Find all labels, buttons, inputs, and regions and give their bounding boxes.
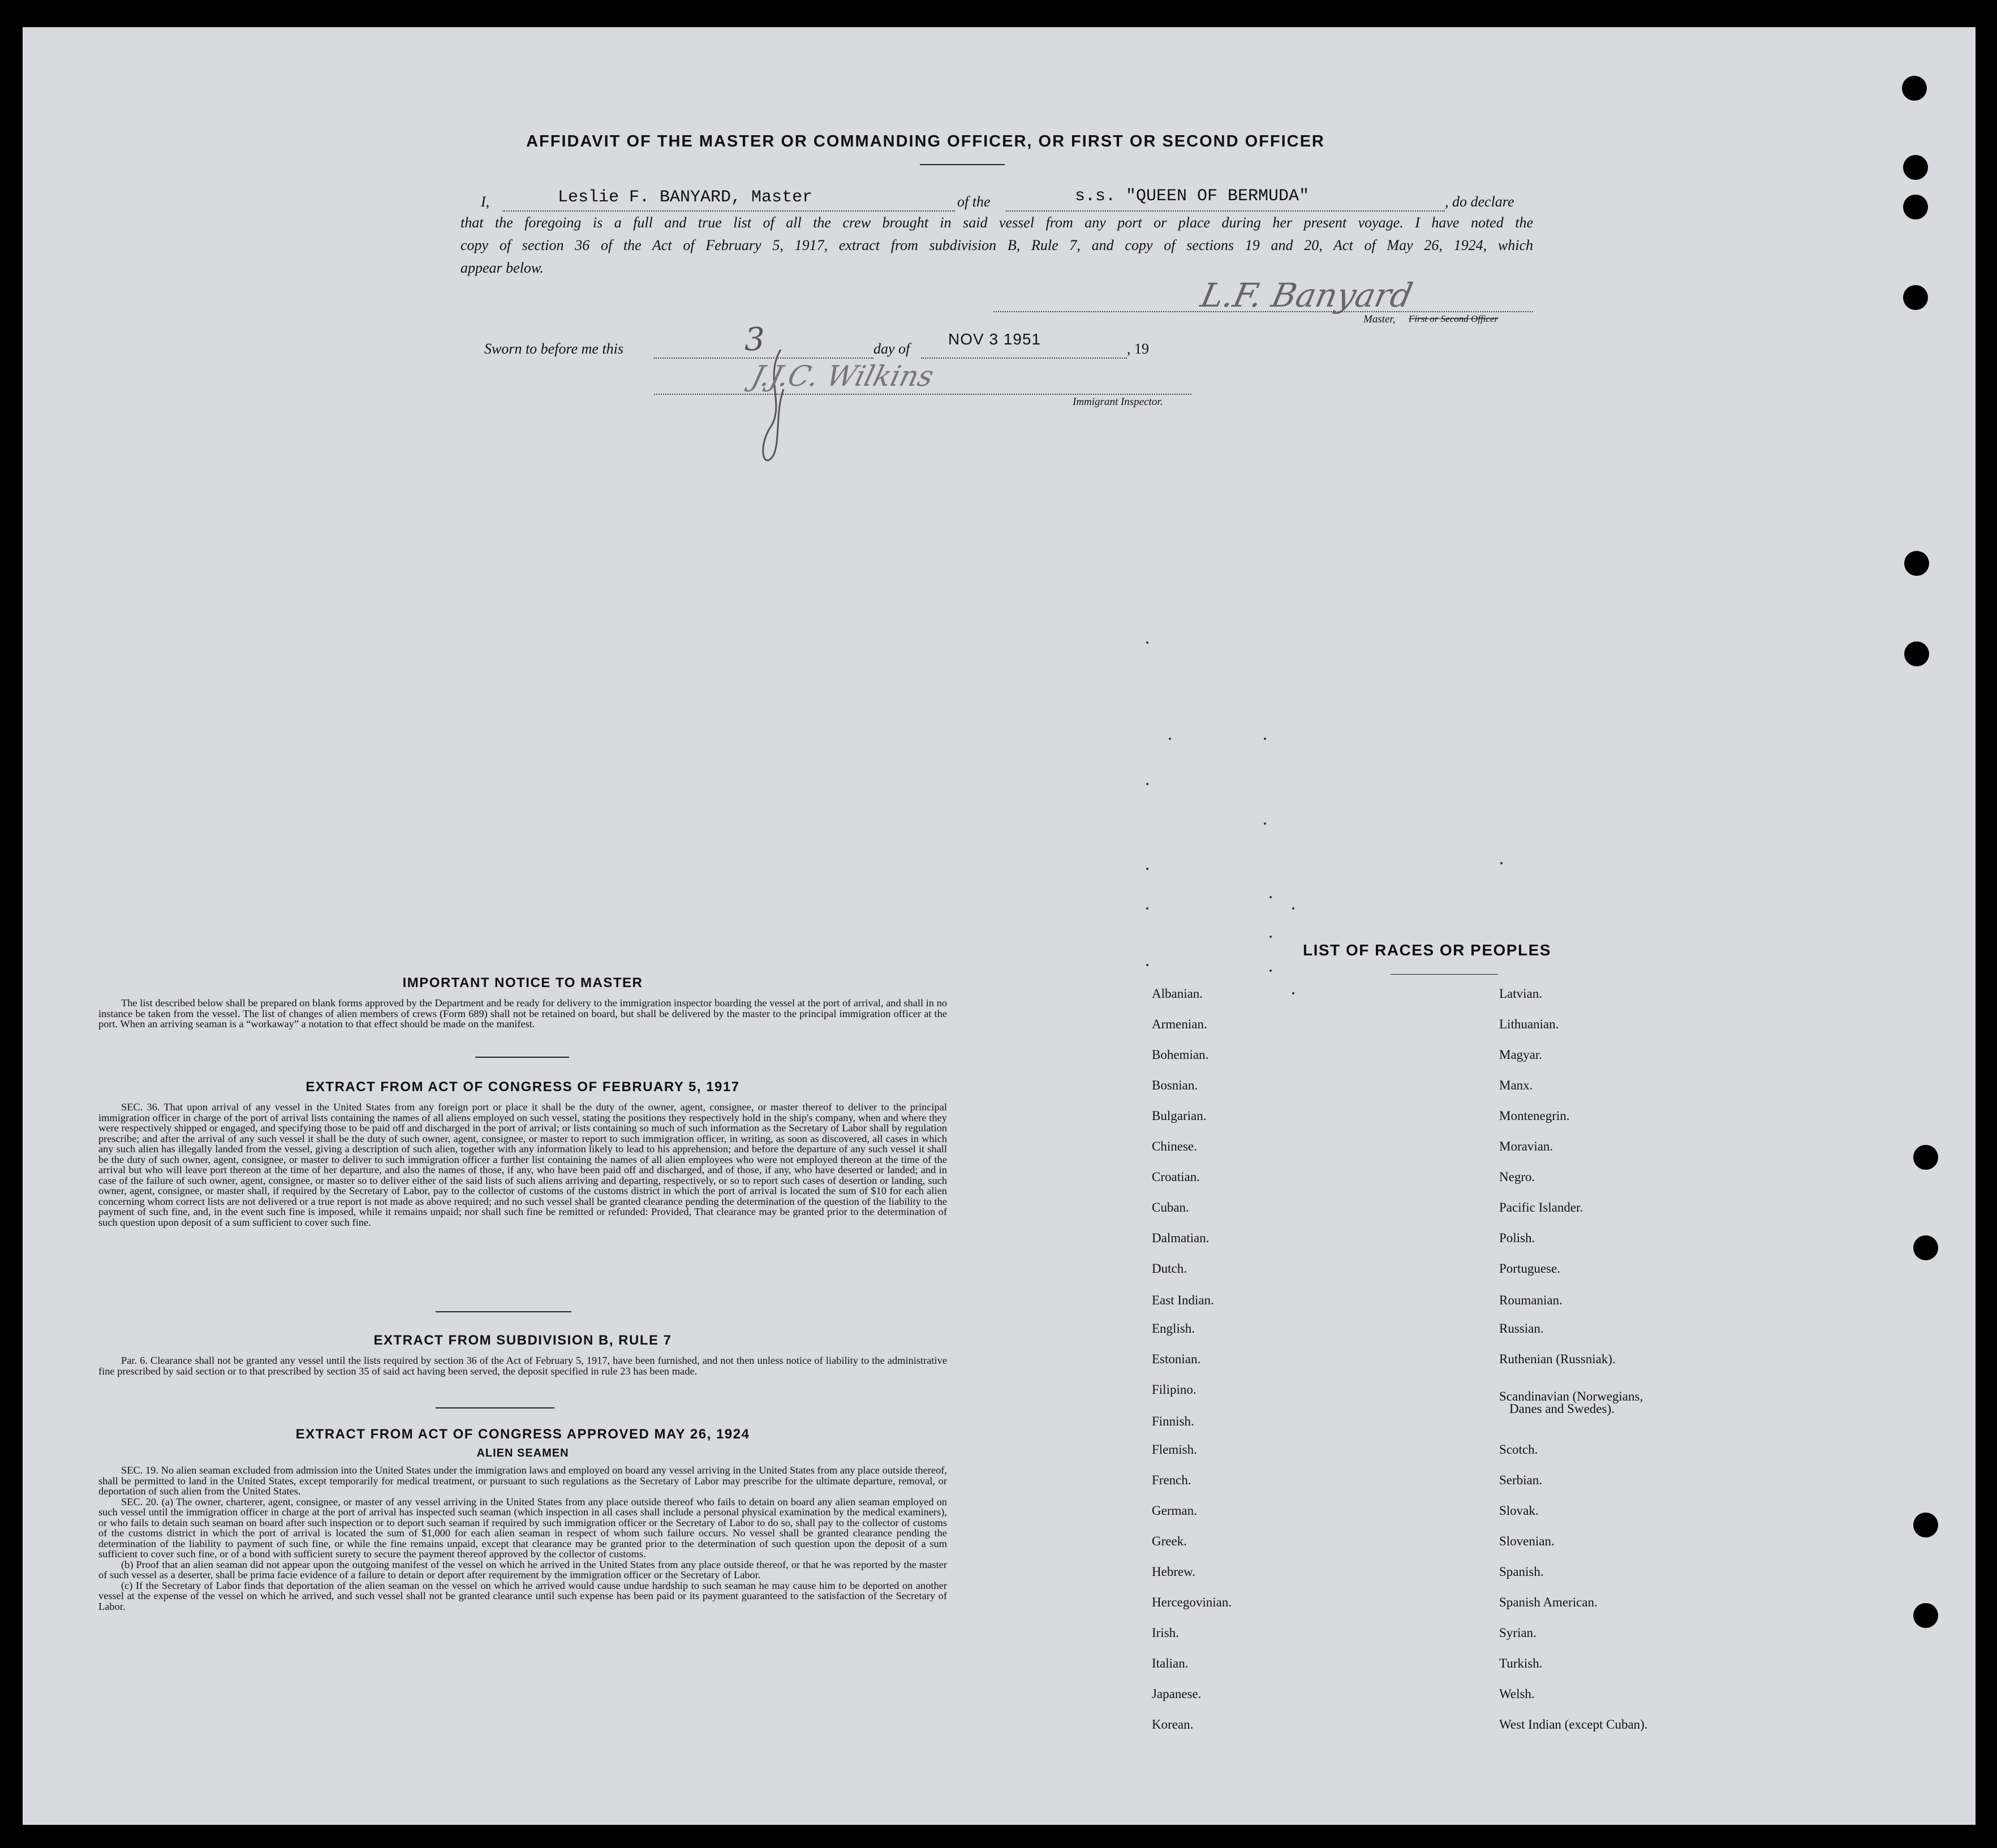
extract2-paragraph: Par. 6. Clearance shall not be granted any vessel until the lists required by section 36 of the Act of February 5, 1917, have been furnished, and not then unless notice of liability to the administrative fine prescribed by said section or to that prescribed by section 35 of said act having been served, the deposit specified in rule 23 has been made.	[98, 1355, 947, 1377]
affidavit-body-line-1: that the foregoing is a full and true list of all the crew brought in said vessel from any port or place during her present voyage. I have noted the	[460, 214, 1533, 231]
scan-speck	[1292, 907, 1294, 910]
race-item: Cuban.	[1152, 1200, 1189, 1214]
extract1-text	[98, 1102, 947, 1227]
extract3-sec20b: (b) Proof that an alien seaman did not appear upon the outgoing manifest of the vessel on which he arrived in the United States from any place outside thereof, or that he was reported by the master of such vessel as a deserter, shall be prima facie evidence of a failure to detain or deport after requirement by the immigration officer or the Secretary of Labor.	[98, 1558, 947, 1580]
important-notice-paragraph: The list described below shall be prepared on blank forms approved by the Department and be ready for delivery to the immigration inspector boarding the vessel at the port of arrival, and shall in no instance be taken from the vessel. The list of changes of alien members of crews (Form 689) shall not be retained on board, but shall be delivered by the master to the principal immigration officer at the port. When an arriving seaman is a “workaway” a notation to that effect should be made on the manifest.	[98, 997, 947, 1029]
punch-hole	[1913, 1603, 1938, 1628]
race-item: French.	[1152, 1473, 1191, 1487]
punch-hole	[1913, 1145, 1938, 1170]
race-item: Syrian.	[1499, 1626, 1537, 1640]
scan-speck	[1264, 738, 1266, 740]
master-signature-line	[993, 311, 1533, 312]
race-item: Welsh.	[1499, 1687, 1535, 1701]
scan-speck	[1146, 783, 1148, 785]
race-item: Turkish.	[1499, 1656, 1543, 1670]
races-title: LIST OF RACES OR PEOPLES	[1303, 941, 1551, 959]
scan-speck	[1264, 822, 1266, 825]
affidavit-do-declare: , do declare	[1445, 193, 1514, 210]
race-item: Serbian.	[1499, 1473, 1543, 1487]
race-item: Albanian.	[1152, 987, 1203, 1001]
affidavit-body-line-3: appear below.	[460, 260, 544, 276]
affidavit-title: AFFIDAVIT OF THE MASTER OR COMMANDING OFFICER, OR FIRST OR SECOND OFFICER	[526, 132, 1325, 150]
race-item: Japanese.	[1152, 1687, 1202, 1701]
race-item: Pacific Islander.	[1499, 1200, 1583, 1214]
scan-speck	[1146, 641, 1148, 644]
race-item: Polish.	[1499, 1231, 1535, 1245]
scan-speck	[1169, 738, 1171, 740]
race-item: Korean.	[1152, 1717, 1194, 1731]
punch-hole	[1913, 1235, 1938, 1260]
race-item: Lithuanian.	[1499, 1017, 1559, 1031]
sworn-prefix: Sworn to before me this	[484, 341, 624, 357]
extract3-sec20c: (c) If the Secretary of Labor finds that deportation of the alien seaman on the vessel on which he arrived would cause undue hardship to such seaman he may cause him to be deported on another vessel at the expense of the vessel on which he arrived, and such vessel shall not be granted clearance until such expense has been paid or its payment guaranteed to the satisfaction of the Secretary of Labor.	[98, 1579, 947, 1612]
extract1-title: EXTRACT FROM ACT OF CONGRESS OF FEBRUARY 5, 1917	[305, 1079, 740, 1095]
race-item: Hercegovinian.	[1152, 1595, 1232, 1609]
race-item: Russian.	[1499, 1321, 1544, 1336]
race-item: Dutch.	[1152, 1261, 1187, 1276]
extract3-text	[98, 1465, 947, 1612]
important-notice-title: IMPORTANT NOTICE TO MASTER	[402, 975, 643, 990]
affidavit-body-line-2: copy of section 36 of the Act of February 5, 1917, extract from subdivision B, Rule 7, and copy of sections 19 and 20, Act of May 26, 1924, which	[460, 237, 1533, 253]
extract2-text	[98, 1355, 947, 1376]
races-divider	[1391, 974, 1498, 975]
inspector-signature: J.J.C. Wilkins	[748, 360, 937, 393]
race-item: Italian.	[1152, 1656, 1189, 1670]
race-item: Latvian.	[1499, 987, 1542, 1001]
sworn-day-handwritten: 3	[744, 321, 765, 358]
punch-hole	[1913, 1513, 1938, 1537]
race-item: Bosnian.	[1152, 1078, 1198, 1092]
race-item: Slovenian.	[1499, 1534, 1555, 1548]
important-notice-text	[98, 998, 947, 1029]
race-item: Flemish.	[1152, 1442, 1197, 1457]
scan-speck	[1500, 862, 1503, 864]
race-item: Spanish American.	[1499, 1595, 1598, 1609]
inspector-line	[654, 394, 1191, 395]
race-item: Irish.	[1152, 1626, 1179, 1640]
race-item: West Indian (except Cuban).	[1499, 1717, 1648, 1731]
punch-hole	[1903, 155, 1928, 180]
punch-hole	[1904, 551, 1929, 576]
scan-speck	[1269, 896, 1272, 898]
affidavit-i-prefix: I,	[481, 193, 490, 210]
master-name: Leslie F. BANYARD, Master	[558, 188, 813, 207]
extract3-subtitle: ALIEN SEAMEN	[476, 1447, 569, 1459]
affidavit-of-the: of the	[957, 193, 991, 210]
race-item: Portuguese.	[1499, 1261, 1560, 1276]
scan-speck	[1292, 992, 1294, 994]
scan-speck	[1269, 970, 1272, 972]
race-item: Armenian.	[1152, 1017, 1207, 1031]
sworn-date-line	[921, 357, 1127, 359]
race-item: Montenegrin.	[1499, 1109, 1570, 1123]
race-item: English.	[1152, 1321, 1195, 1336]
race-item: Roumanian.	[1499, 1293, 1563, 1307]
master-caption: Master,	[1363, 313, 1396, 325]
section-divider	[436, 1311, 571, 1312]
race-item: Danes and Swedes).	[1509, 1402, 1615, 1416]
scan-speck	[1146, 964, 1148, 966]
extract2-title: EXTRACT FROM SUBDIVISION B, RULE 7	[373, 1333, 672, 1348]
sworn-day-of: day of	[873, 341, 910, 357]
race-item: Bulgarian.	[1152, 1109, 1207, 1123]
section-divider	[475, 1057, 569, 1058]
punch-hole	[1904, 641, 1929, 666]
race-item: Estonian.	[1152, 1352, 1201, 1366]
extract3-title: EXTRACT FROM ACT OF CONGRESS APPROVED MAY 26, 1924	[295, 1427, 750, 1442]
race-item: Greek.	[1152, 1534, 1187, 1548]
race-item: Bohemian.	[1152, 1048, 1209, 1062]
race-item: Chinese.	[1152, 1139, 1197, 1153]
race-item: Hebrew.	[1152, 1565, 1196, 1579]
extract3-sec20a: SEC. 20. (a) The owner, charterer, agent, consignee, or master of any vessel arriving in the United States from any place outside thereof who fails to detain on board any alien seaman employed on such vessel until the immigration officer in charge at the port of arrival has inspected such seaman (which inspection in all cases shall include a personal physical examination by the medical examiners), or who fails to detain such seaman on board after such inspection or to deport such seaman if required by such immigration officer or the Secretary of Labor to do so, shall pay to the collector of customs of the customs district in which the port of arrival is located the sum of $1,000 for each alien seaman in respect of whom such failure occurs. No vessel shall be granted clearance pending the determination of the liability to payment of such fine, or while the fine remains unpaid, except that clearance may be granted prior to the determination of such question upon the deposit of a sum sufficient to cover such fine, or of a bond with sufficient surety to secure the payment thereof approved by the collector of customs.	[98, 1496, 947, 1560]
extract3-sec19: SEC. 19. No alien seaman excluded from admission into the United States under the immigration laws and employed on board any vessel arriving in the United States from any place outside thereof, shall be permitted to land in the United States, except temporarily for medical treatment, or pursuant to such regulations as the Secretary of Labor may prescribe for the ultimate departure, removal, or deportation of such alien from the United States.	[98, 1464, 947, 1497]
master-signature: L.F. Banyard	[1197, 276, 1417, 315]
race-item: Finnish.	[1152, 1414, 1194, 1428]
race-item: Slovak.	[1499, 1504, 1539, 1518]
section-divider	[436, 1407, 554, 1408]
inspector-caption: Immigrant Inspector.	[1073, 396, 1163, 408]
race-item: Spanish.	[1499, 1565, 1544, 1579]
sworn-year-prefix: , 19	[1127, 341, 1149, 357]
punch-hole	[1902, 76, 1927, 101]
race-item: Moravian.	[1499, 1139, 1553, 1153]
race-item: Manx.	[1499, 1078, 1533, 1092]
scan-speck	[1146, 868, 1148, 870]
date-stamp: NOV 3 1951	[948, 330, 1041, 348]
race-item: Scandinavian (Norwegians,	[1499, 1389, 1643, 1403]
race-item: Negro.	[1499, 1170, 1535, 1184]
extract1-paragraph: SEC. 36. That upon arrival of any vessel in the United States from any foreign port or place it shall be the duty of the owner, agent, consignee, or master thereof to deliver to the principal immigration officer in charge of the port of arrival lists containing the names of all aliens employed on such vessel, stating the positions they respectively hold in the ship's company, when and where they were respectively shipped or engaged, and specifying those to be paid off and discharged in the port of arrival; or lists containing so much of such information as the Secretary of Labor shall by regulation prescribe; and after the arrival of any such vessel it shall be the duty of such owner, agent, consignee, or master to report to such immigration officer, in writing, as soon as discovered, all cases in which any such alien has illegally landed from the vessel, giving a description of such alien, together with any information likely to lead to his apprehension; and before the departure of any such vessel it shall be the duty of such owner, agent, consignee, or master to deliver to such immigration officer a further list containing the names of all alien employees who were not employed thereon at the time of the arrival but who will leave port thereon at the time of her departure, and also the names of those, if any, who have been paid off and discharged, and of those, if any, who have deserted or landed; and in case of the failure of such owner, agent, consignee, or master so to deliver either of the said lists of such aliens arriving and departing, respectively, or so to report such cases of desertion or landing, such owner, agent, consignee, or master shall, if required by the Secretary of Labor, pay to the collector of customs of the customs district in which the port of arrival is located the sum of $10 for each alien concerning whom correct lists are not delivered or a true report is not made as above required; and no such vessel shall be granted clearance pending the determination of the question of the liability to the payment of such fine, and, in the event such fine is imposed, while it remains unpaid; nor shall such fine be remitted or refunded: Provided, That clearance may be granted prior to the determination of such question upon deposit of a sum sufficient to cover such fine.	[98, 1101, 947, 1228]
punch-hole	[1903, 195, 1928, 219]
race-item: Magyar.	[1499, 1048, 1543, 1062]
race-item: Filipino.	[1152, 1382, 1197, 1397]
race-item: German.	[1152, 1504, 1197, 1518]
race-item: East Indian.	[1152, 1293, 1214, 1307]
race-item: Dalmatian.	[1152, 1231, 1210, 1245]
vessel-name: s.s. "QUEEN OF BERMUDA"	[1075, 187, 1310, 206]
race-item: Croatian.	[1152, 1170, 1200, 1184]
race-item: Scotch.	[1499, 1442, 1538, 1457]
punch-hole	[1903, 285, 1928, 310]
race-item: Ruthenian (Russniak).	[1499, 1352, 1616, 1366]
scan-speck	[1146, 907, 1148, 910]
master-caption-struck: First or Second Officer	[1409, 313, 1499, 324]
document-sheet	[23, 27, 1976, 1825]
title-divider	[920, 164, 1005, 165]
scan-speck	[1269, 936, 1272, 938]
